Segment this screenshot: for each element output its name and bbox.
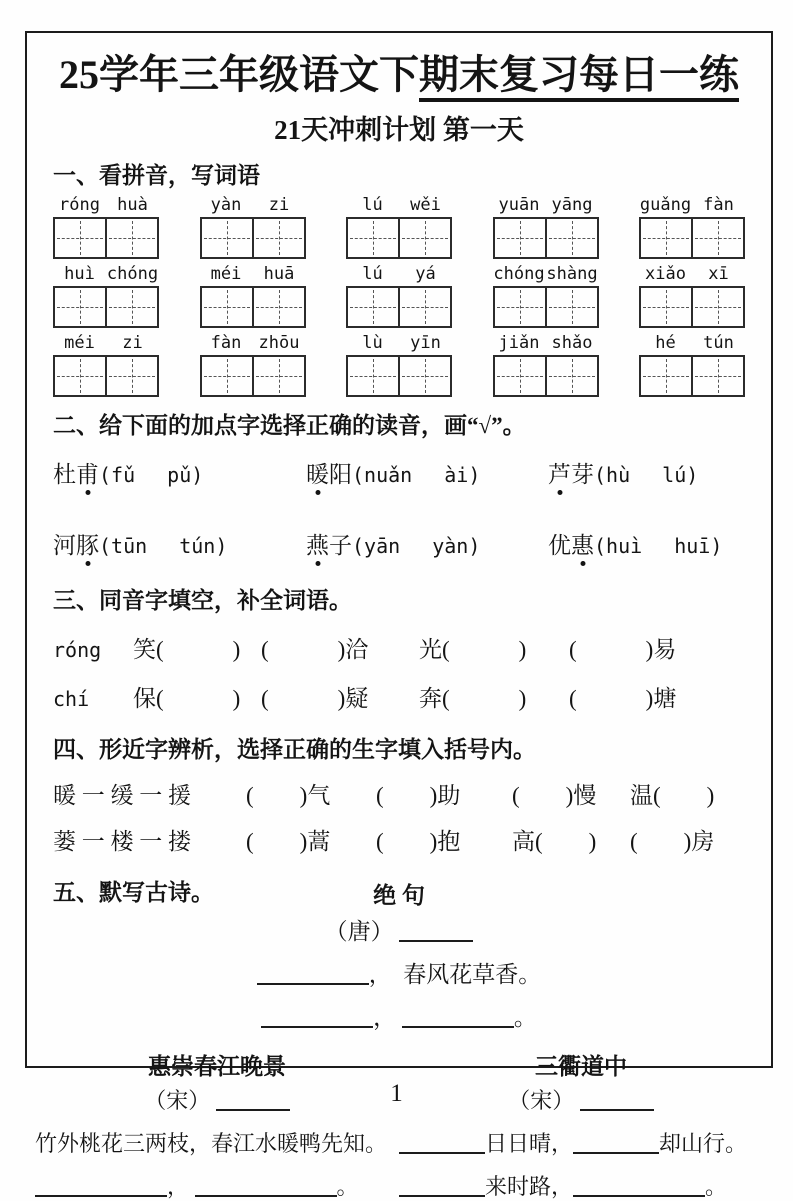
poem-line: 日日晴， 却山行。: [399, 1127, 763, 1158]
pronunciation-item: 杜甫(fǔ pǔ): [53, 456, 306, 489]
reading-options: (nuǎn ài): [352, 463, 481, 487]
pinyin-label: hé tún: [655, 333, 734, 353]
grid-cell: [105, 288, 157, 326]
dotted-char: 豚: [76, 527, 99, 560]
writing-grid: [493, 286, 599, 328]
grid-cell: [641, 288, 691, 326]
section2-heading: 二、给下面的加点字选择正确的读音，画“√”。: [53, 413, 526, 438]
writing-grid: [493, 217, 599, 259]
poem-line: 竹外桃花三两枝，春江水暖鸭先知。: [35, 1131, 388, 1156]
writing-grid: [346, 355, 452, 397]
fill-blank-item: 温( ): [630, 783, 715, 808]
writing-grid: [200, 217, 306, 259]
writing-grid: [639, 217, 745, 259]
pinyin-label: méi huā: [210, 264, 295, 284]
poem-huichong: [35, 1048, 399, 1201]
char-group: 蒌 一 楼 一 搂: [53, 829, 191, 854]
pinyin-label: lú wěi: [362, 195, 441, 215]
poems-row: [35, 1048, 763, 1201]
pinyin-label: lú yá: [362, 264, 436, 284]
similar-char-row: [53, 777, 745, 810]
homophone-pinyin: róng: [53, 638, 102, 662]
pinyin-word-block: [200, 263, 306, 328]
fill-blank-item: ( )易: [569, 637, 677, 662]
pinyin-label: róng huà: [59, 195, 148, 215]
worksheet-frame: [25, 31, 773, 1199]
grid-cell: [348, 357, 398, 395]
pinyin-word-block: [639, 263, 745, 328]
answer-blank: [195, 1192, 337, 1197]
reading-options: (fǔ pǔ): [99, 463, 204, 487]
pronunciation-item: 优惠(huì huī): [548, 527, 745, 560]
answer-blank: [399, 1149, 485, 1154]
pronunciation-item: 芦芽(hù lú): [548, 456, 745, 489]
dotted-char: 燕: [306, 527, 329, 560]
poem-title: 三衢道中: [535, 1054, 627, 1079]
page-number: 1: [390, 1080, 403, 1107]
worksheet-subtitle: 21天冲刺计划 第一天: [274, 115, 524, 145]
answer-blank: [35, 1192, 167, 1197]
fill-blank-item: ( )抱: [376, 829, 461, 854]
pinyin-word-block: [200, 332, 306, 397]
title-underlined-part: 期末复习每日一练: [419, 52, 739, 102]
poem-author-line: （唐）: [53, 913, 745, 946]
answer-blank: [399, 1192, 485, 1197]
writing-grid: [53, 355, 159, 397]
pinyin-label: xiǎo xī: [645, 264, 729, 284]
poem-line: ， 。: [35, 1170, 399, 1201]
grid-cell: [252, 288, 304, 326]
fill-blank-item: 笑( ): [133, 637, 241, 662]
grid-cell: [252, 357, 304, 395]
grid-cell: [545, 219, 597, 257]
dotted-char: 暖: [306, 456, 329, 489]
grid-cell: [348, 219, 398, 257]
fill-blank-item: ( )疑: [261, 686, 369, 711]
section3-heading: 三、同音字填空，补全词语。: [53, 588, 352, 613]
pinyin-word-block: [346, 194, 452, 259]
grid-cell: [545, 288, 597, 326]
writing-grid: [346, 286, 452, 328]
pinyin-label: chóng shàng: [493, 264, 598, 284]
pinyin-label: guǎng fàn: [639, 195, 734, 215]
pinyin-word-block: [493, 263, 599, 328]
answer-blank: [573, 1192, 705, 1197]
section4-heading: 四、形近字辨析，选择正确的生字填入括号内。: [53, 737, 536, 762]
grid-cell: [55, 219, 105, 257]
section1-heading: 一、看拼音，写词语: [53, 163, 260, 188]
char-group: 暖 一 缓 一 援: [53, 783, 191, 808]
pinyin-label: yàn zi: [210, 195, 290, 215]
grid-cell: [348, 288, 398, 326]
section5-heading: 五、默写古诗。: [53, 880, 214, 905]
pinyin-label: jiǎn shǎo: [498, 333, 593, 353]
answer-blank: [402, 1023, 514, 1028]
poem-title: 绝 句: [373, 883, 425, 908]
pinyin-row-2: [53, 263, 745, 328]
grid-cell: [641, 357, 691, 395]
fill-blank-item: ( )助: [376, 783, 461, 808]
answer-blank: [261, 1023, 373, 1028]
pinyin-word-block: [639, 332, 745, 397]
pronunciation-item: 燕子(yān yàn): [306, 527, 548, 560]
grid-cell: [641, 219, 691, 257]
writing-grid: [639, 286, 745, 328]
writing-grid: [639, 355, 745, 397]
pinyin-word-block: [53, 332, 159, 397]
writing-grid: [53, 286, 159, 328]
grid-cell: [398, 219, 450, 257]
dotted-char: 芦: [548, 456, 571, 489]
writing-grid: [200, 355, 306, 397]
poem-author-line: （宋）: [35, 1084, 399, 1115]
pinyin-row-1: [53, 194, 745, 259]
grid-cell: [202, 219, 252, 257]
grid-cell: [105, 357, 157, 395]
fill-blank-item: ( )气: [246, 783, 331, 808]
fill-blank-item: ( )房: [630, 829, 715, 854]
grid-cell: [691, 357, 743, 395]
pinyin-row-3: [53, 332, 745, 397]
dotted-char: 惠: [571, 527, 594, 560]
writing-grid: [493, 355, 599, 397]
fill-blank-item: 奔( ): [419, 686, 527, 711]
reading-options: (hù lú): [594, 463, 699, 487]
worksheet-title: [53, 43, 745, 100]
reading-options: (huì huī): [594, 534, 723, 558]
pinyin-label: lù yīn: [362, 333, 441, 353]
pinyin-label: fàn zhōu: [210, 333, 300, 353]
pinyin-label: huì chóng: [64, 264, 159, 284]
fill-blank-item: ( )塘: [569, 686, 677, 711]
writing-grid: [200, 286, 306, 328]
writing-grid: [346, 217, 452, 259]
fill-blank-item: ( )蒿: [246, 829, 331, 854]
grid-cell: [202, 357, 252, 395]
homophone-row: [53, 631, 745, 664]
reading-options: (tūn tún): [99, 534, 228, 558]
pinyin-word-block: [493, 194, 599, 259]
grid-cell: [495, 288, 545, 326]
title-plain-part: 25学年三年级语文下: [59, 52, 419, 97]
pinyin-word-block: [200, 194, 306, 259]
pinyin-word-block: [53, 194, 159, 259]
poem-title: 惠崇春江晚景: [148, 1054, 286, 1079]
grid-cell: [495, 357, 545, 395]
answer-blank: [399, 937, 473, 942]
pinyin-word-block: [639, 194, 745, 259]
pinyin-word-block: [53, 263, 159, 328]
pinyin-label: méi zi: [64, 333, 143, 353]
answer-blank: [573, 1149, 659, 1154]
grid-cell: [398, 357, 450, 395]
fill-blank-item: 高( ): [512, 829, 597, 854]
homophone-pinyin: chí: [53, 687, 90, 711]
poem-line: ， 。: [53, 999, 745, 1032]
grid-cell: [398, 288, 450, 326]
fill-blank-item: 保( ): [133, 686, 241, 711]
answer-blank: [257, 980, 369, 985]
fill-blank-item: ( )洽: [261, 637, 369, 662]
dotted-char: 甫: [76, 456, 99, 489]
similar-char-row: [53, 823, 745, 856]
homophone-row: [53, 680, 745, 713]
poem-author-line: （宋）: [399, 1084, 763, 1115]
fill-blank-item: ( )慢: [512, 783, 597, 808]
poem-line: ， 春风花草香。: [53, 956, 745, 989]
pinyin-word-block: [346, 263, 452, 328]
grid-cell: [55, 288, 105, 326]
grid-cell: [55, 357, 105, 395]
poem-sanqu: [399, 1048, 763, 1201]
reading-options: (yān yàn): [352, 534, 481, 558]
grid-cell: [691, 288, 743, 326]
pinyin-label: yuān yāng: [498, 195, 593, 215]
fill-blank-item: 光( ): [419, 637, 527, 662]
pronunciation-item: 河豚(tūn tún): [53, 527, 306, 560]
pronunciation-items: [53, 456, 745, 560]
grid-cell: [202, 288, 252, 326]
writing-grid: [53, 217, 159, 259]
pinyin-word-block: [493, 332, 599, 397]
grid-cell: [105, 219, 157, 257]
grid-cell: [495, 219, 545, 257]
poem-line: 来时路， 。: [399, 1170, 763, 1201]
pinyin-word-block: [346, 332, 452, 397]
grid-cell: [252, 219, 304, 257]
grid-cell: [545, 357, 597, 395]
grid-cell: [691, 219, 743, 257]
pronunciation-item: 暖阳(nuǎn ài): [306, 456, 548, 489]
